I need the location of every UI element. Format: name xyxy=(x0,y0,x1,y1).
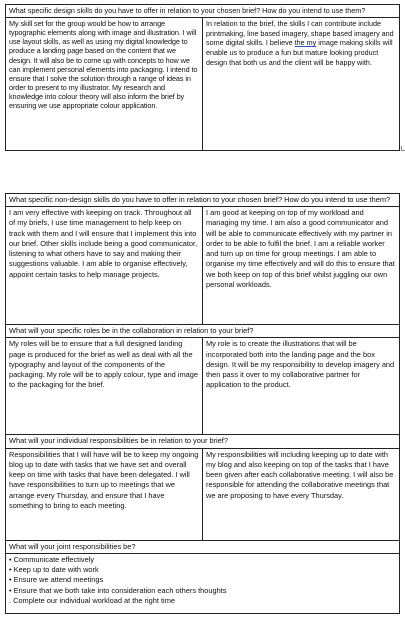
joint-responsibilities-answer xyxy=(6,553,400,613)
page-corner-mark xyxy=(401,146,405,151)
roles-answer-right: My role is to create the illustrations that will be incorporated both into the landing page and the box design. It will be my responsibility to develop imagery and then pass it over to my collaborative partner for application to the product. xyxy=(203,338,400,435)
responsibilities-question: What will your individual responsibilities be in relation to your brief? xyxy=(6,435,400,448)
design-skills-table xyxy=(5,4,400,151)
design-skills-answer-left: My skill set for the group would be how to arrange typographic elements along with image and illustration. I will use layout skills, as well as using my digital knowledge to produce a landing page based on the content that we design. It will also be to come up with concepts to how we can implement personal elements into packaging. I intend to ensure that I solve the solution through a range of ideas in order to present to my illustrator. My research and knowledge into colour theory will also inform the brief by ensuring we use appropriate colour application. xyxy=(6,17,203,150)
joint-responsibilities-question: What will your joint responsibilities be? xyxy=(6,540,400,553)
list-item: • Ensure we attend meetings xyxy=(9,575,104,585)
design-skills-right-underlined: the my xyxy=(294,38,317,48)
list-item: . Complete our individual workload at the right time xyxy=(9,595,175,605)
design-skills-right-text-1: In relation to the brief, the skills I can contribute include printmaking, line based imagery, shape based imagery and some digital skills. I believe xyxy=(206,18,394,48)
design-skills-question: What specific design skills do you have to offer in relation to your chosen brief? How do you intend to use them? xyxy=(6,5,400,18)
design-skills-right-text-2: image making skills will enable us to produce a fun but mature looking product design that both us and the client will be happy with. xyxy=(206,38,393,67)
roles-question: What will your specific roles be in the collaboration in relation to your brief? xyxy=(6,325,400,338)
design-skills-answer-right xyxy=(203,17,400,150)
responsibilities-answer-left: Responsibilities that I will have will be to keep my ongoing blog up to date with tasks that we have set and overall keep on time with tasks that have been delegated. I will have responsibilities to turn up to meetings that we arrange every Thursday, and ensure that I have something to bring to each meeting. xyxy=(6,448,203,540)
list-item: • Keep up to date with work xyxy=(9,565,99,575)
non-design-skills-question: What specific non-design skills do you have to offer in relation to your chosen brief? How do you intend to use them? xyxy=(6,194,400,207)
list-item: • Ensure that we both take into consideration each others thoughts xyxy=(9,585,227,595)
non-design-skills-answer-right: I am good at keeping on top of my workload and managing my time. I am also a good communicator and will be able to communicate effectively with my partner in order to be able to fulfil the brief. I am a reliable worker and turn up on time for group meetings. I am able to organise my time effectively and will do this to ensure that we both keep on top of this brief whilst juggling our own personal workloads. xyxy=(203,207,400,325)
joint-responsibilities-list xyxy=(9,555,396,606)
roles-answer-left: My roles will be to ensure that a full designed landing page is produced for the brief as well as deal with all the typography and layout of the components of the packaging. My role will be to apply colour, type and image to the packaging for the brief. xyxy=(6,338,203,435)
responsibilities-answer-right: My responsibilities will including keeping up to date with my blog and also keeping on top of the tasks that I have been given after each collaborative meeting. I will also be responsible for attending the collaborative meetings that we are proposing to have every Thursday. xyxy=(203,448,400,540)
collaboration-table xyxy=(5,193,400,614)
list-item: • Communicate effectively xyxy=(9,554,95,564)
non-design-skills-answer-left: I am very effective with keeping on track. Throughout all of my briefs, I use time management to help keep on track with them and I will ensure that I implement this into our brief. Other skills include being a good communicator, listening to what others have to say and making their suggestions valuable. I am able to organise effectively, appoint certain tasks to help manage projects. xyxy=(6,207,203,325)
